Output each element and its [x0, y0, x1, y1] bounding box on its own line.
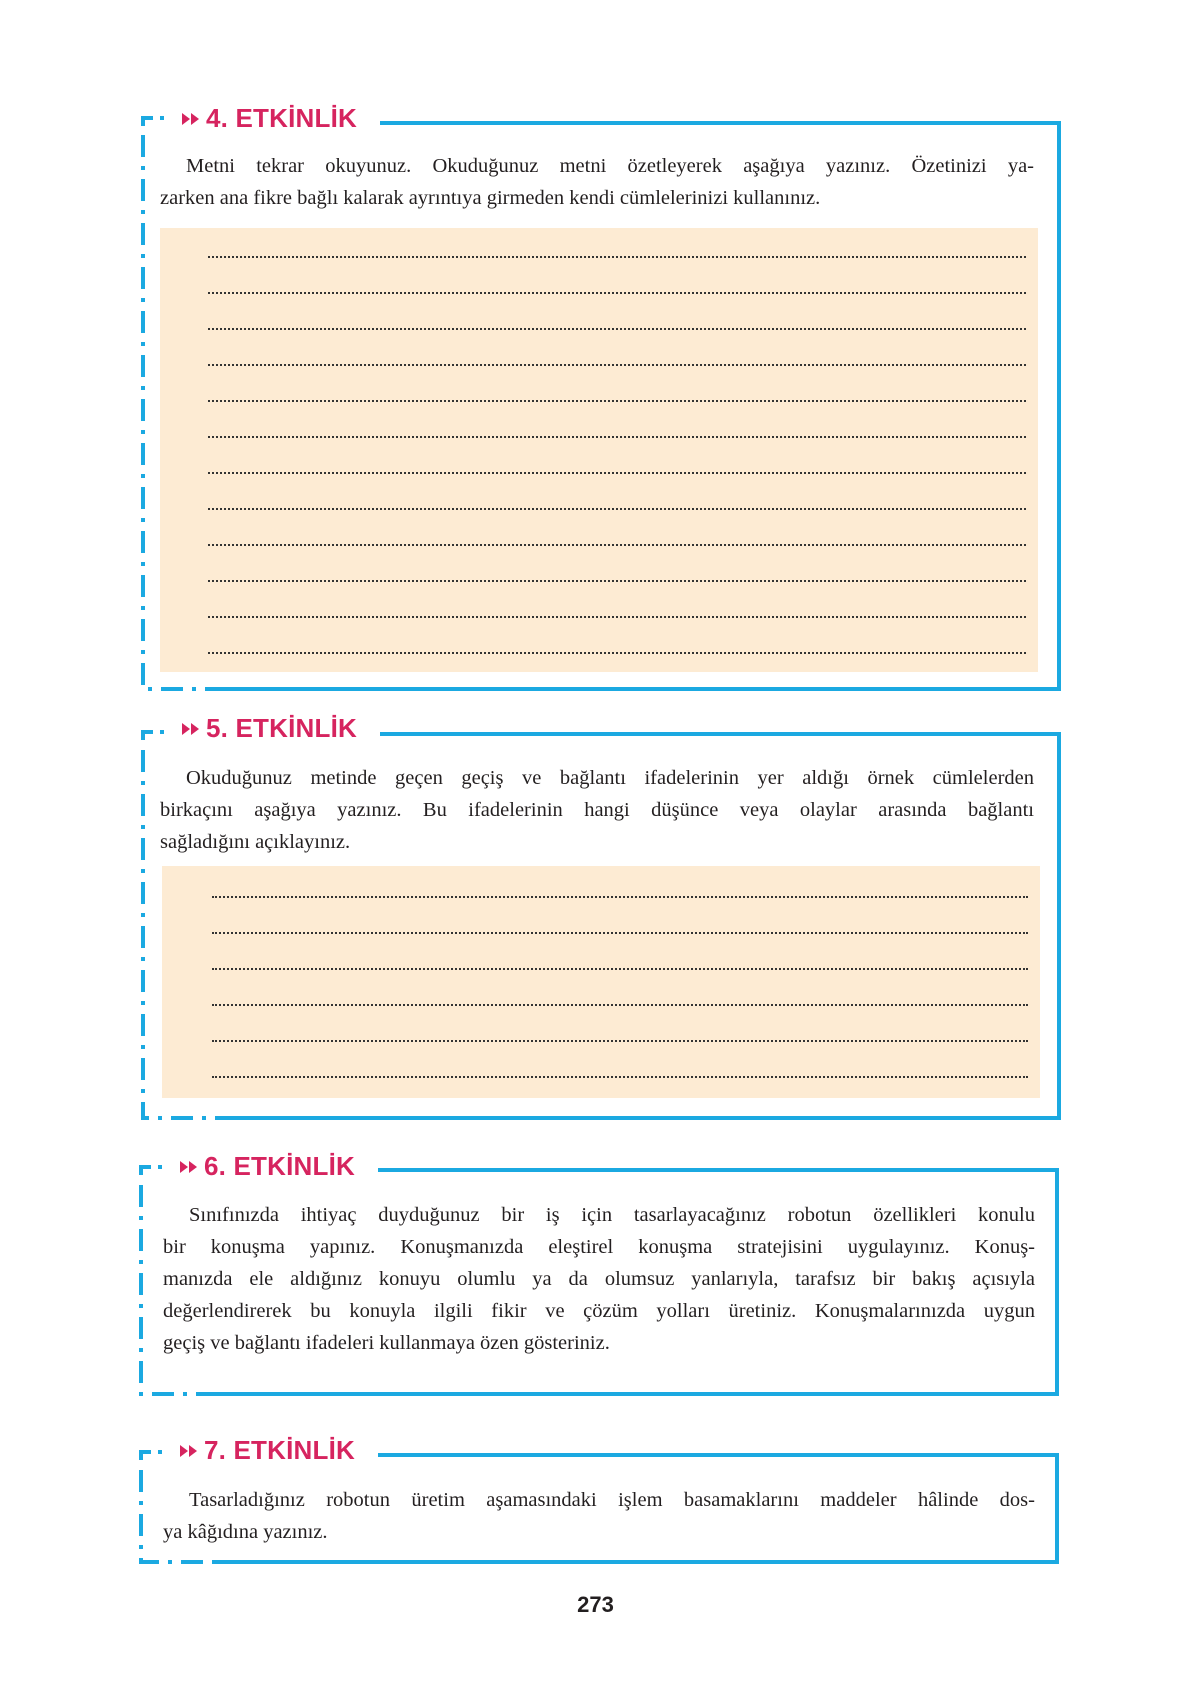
activity-7-title: 7. ETKİNLİK [204, 1435, 355, 1465]
activity-7-heading [180, 1435, 355, 1466]
activity-6-title: 6. ETKİNLİK [204, 1151, 355, 1181]
activity-6-line-3: manızda ele aldığınız konuyu olumlu ya da olumsuz yanlarıyla, tarafsız bir bakış açısıyla [163, 1268, 1035, 1290]
double-arrow-icon [180, 1445, 198, 1457]
activity-6-line-1: Sınıfınızda ihtiyaç duyduğunuz bir iş için tasarlayacağınız robotun özellikleri konulu [189, 1204, 1035, 1226]
activity-6-line-5: geçiş ve bağlantı ifadeleri kullanmaya özen gösteriniz. [163, 1332, 610, 1354]
activity-4-line-2: zarken ana fikre bağlı kalarak ayrıntıya girmeden kendi cümlelerinizi kullanınız. [160, 187, 821, 209]
activity-7-line-2: ya kâğıdına yazınız. [163, 1521, 328, 1543]
activity-4-title: 4. ETKİNLİK [206, 103, 357, 133]
activity-6-line-4: değerlendirerek bu konuyla ilgili fikir ve çözüm yolları üretiniz. Konuşmalarınızda uygun [163, 1300, 1035, 1322]
activity-5-line-2: birkaçını aşağıya yazınız. Bu ifadelerinin hangi düşünce veya olaylar arasında bağlantı [160, 799, 1034, 821]
activity-7-instructions [163, 1484, 1035, 1548]
activity-4-line-1: Metni tekrar okuyunuz. Okuduğunuz metni özetleyerek aşağıya yazınız. Özetinizi ya- [186, 155, 1034, 177]
page-number: 273 [577, 1592, 614, 1617]
activity-5-line-3: sağladığını açıklayınız. [160, 831, 351, 853]
activity-7-line-1: Tasarladığınız robotun üretim aşamasındaki işlem basamaklarını maddeler hâlinde dos- [189, 1489, 1035, 1511]
activity-6-line-2: bir konuşma yapınız. Konuşmanızda eleştirel konuşma stratejisini uygulayınız. Konuş- [163, 1236, 1035, 1258]
activity-5-title: 5. ETKİNLİK [206, 713, 357, 743]
activity-5-line-1: Okuduğunuz metinde geçen geçiş ve bağlantı ifadelerinin yer aldığı örnek cümlelerden [186, 767, 1034, 789]
